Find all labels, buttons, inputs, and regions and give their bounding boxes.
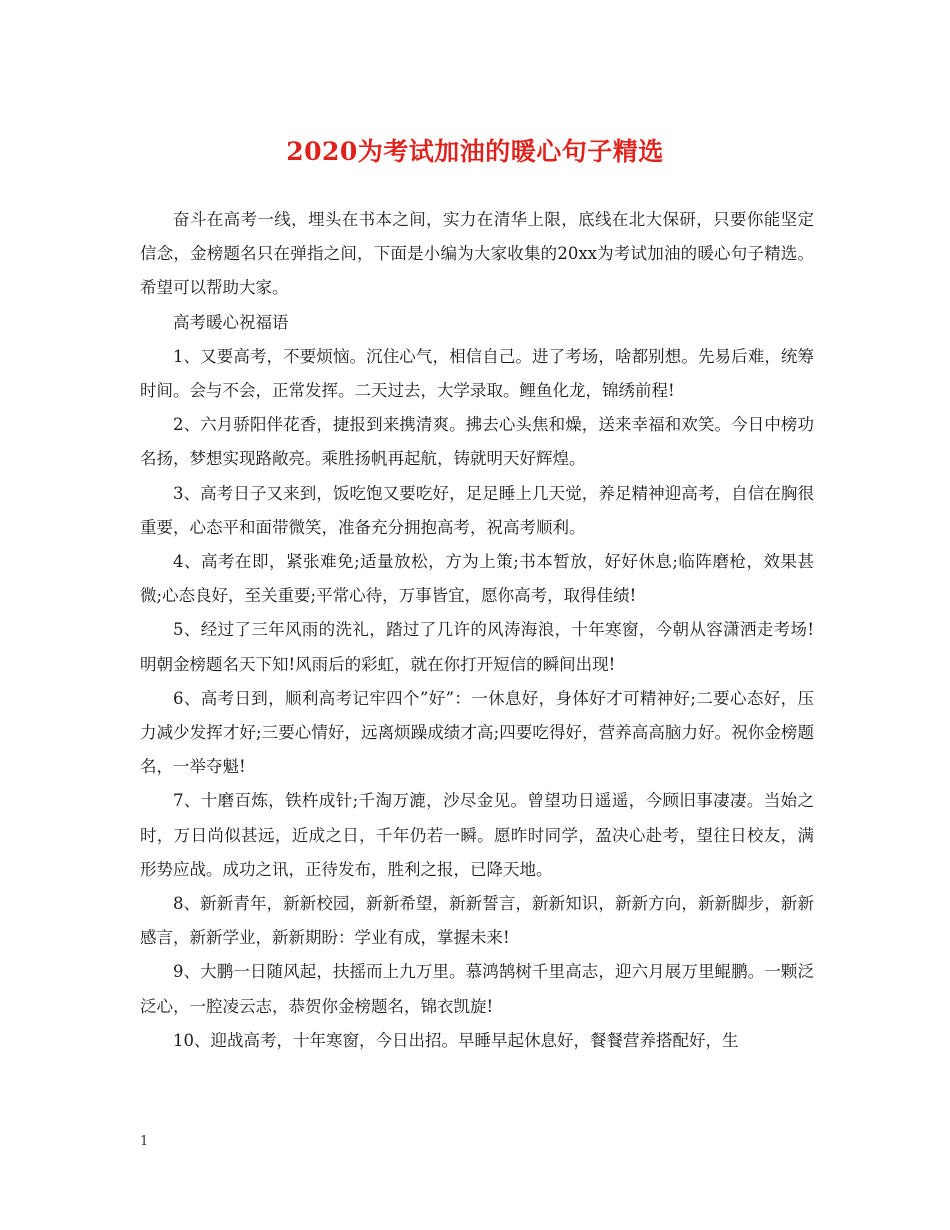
- paragraph-item-1: 1、又要高考，不要烦恼。沉住心气，相信自己。进了考场，啥都别想。先易后难，统筹时间。会与不会，正常发挥。二天过去，大学录取。鲤鱼化龙，锦绣前程!: [140, 346, 814, 401]
- section-heading: 高考暖心祝福语: [173, 312, 289, 332]
- paragraph-item-8: 8、新新青年，新新校园，新新希望，新新誓言，新新知识，新新方向，新新脚步，新新感言，新新学业，新新期盼：学业有成，掌握未来!: [140, 894, 814, 948]
- paragraph-item-3: 3、高考日子又来到，饭吃饱又要吃好，足足睡上几天觉，养足精神迎高考，自信在胸很重要，心态平和面带微笑，准备充分拥抱高考，祝高考顺利。: [140, 483, 814, 537]
- paragraph-item-7: 7、十磨百炼，铁杵成针;千淘万漉，沙尽金见。曾望功日遥遥，今顾旧事凄凄。当始之时，万日尚似甚远，近成之日，千年仍若一瞬。愿昨时同学，盈决心赴考，望往日校友，满形势应战。成功之讯，正待发布，胜利之报，已降天地。: [140, 791, 814, 879]
- paragraph-item-5: 5、经过了三年风雨的洗礼，踏过了几许的风涛海浪，十年寒窗，今朝从容潇洒走考场!明朝金榜题名天下知!风雨后的彩虹，就在你打开短信的瞬间出现!: [140, 620, 814, 674]
- paragraph-item-6: 6、高考日到，顺利高考记牢四个”好”：一休息好，身体好才可精神好;二要心态好，压力减少发挥才好;三要心情好，远离烦躁成绩才高;四要吃得好，营养高高脑力好。祝你金榜题名，一举夺魁!: [140, 688, 814, 777]
- paragraph-item-4: 4、高考在即，紧张难免;适量放松，方为上策;书本暂放，好好休息;临阵磨枪，效果甚微;心态良好，至关重要;平常心待，万事皆宜，愿你高考，取得佳绩!: [140, 552, 814, 606]
- page-number: 1: [140, 1134, 149, 1149]
- paragraph-item-2: 2、六月骄阳伴花香，捷报到来携清爽。拂去心头焦和燥，送来幸福和欢笑。今日中榜功名扬，梦想实现路敞亮。乘胜扬帆再起航，铸就明天好辉煌。: [140, 415, 814, 469]
- paragraph-item-10: 10、迎战高考，十年寒窗，今日出招。早睡早起休息好，餐餐营养搭配好，生: [173, 1030, 739, 1050]
- paragraph-intro: 奋斗在高考一线，埋头在书本之间，实力在清华上限，底线在北大保研，只要你能坚定信念，金榜题名只在弹指之间，下面是小编为大家收集的20xx为考试加油的暖心句子精选。希望可以帮助大家。: [140, 210, 814, 298]
- document-title: 2020为考试加油的暖心句子精选: [286, 137, 664, 166]
- paragraph-item-9: 9、大鹏一日随风起，扶摇而上九万里。慕鸿鹄树千里高志，迎六月展万里鲲鹏。一颗泛泛心，一腔凌云志，恭贺你金榜题名，锦衣凯旋!: [140, 962, 814, 1016]
- document-body: [140, 203, 814, 1058]
